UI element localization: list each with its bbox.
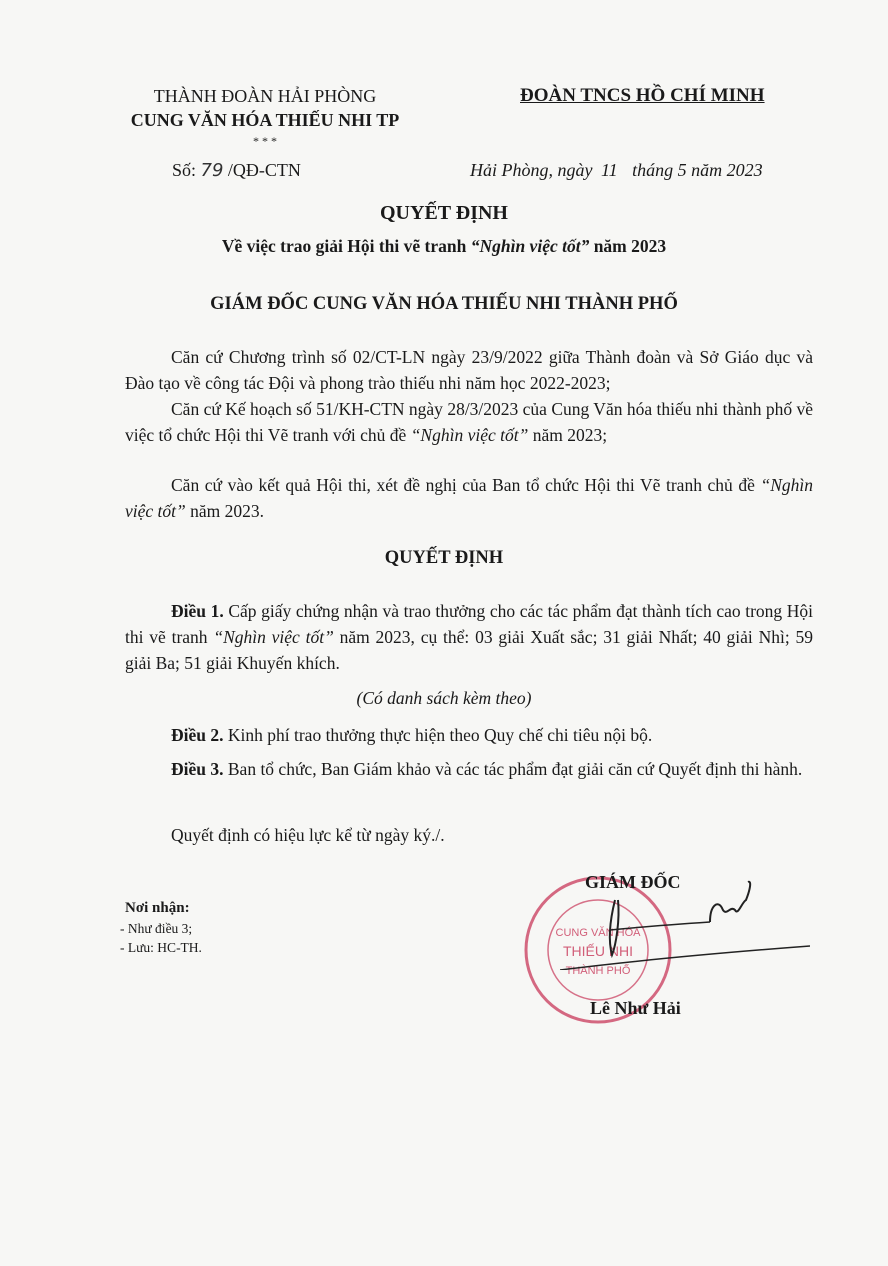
basis-post: năm 2023;	[532, 425, 608, 445]
svg-text:THÀNH PHỐ: THÀNH PHỐ	[565, 965, 631, 977]
basis-quote: “Nghìn việc tốt”	[410, 425, 529, 445]
decision-heading: QUYẾT ĐỊNH	[384, 548, 504, 568]
legal-basis-3	[125, 472, 813, 524]
number-handwritten: 79	[200, 160, 224, 181]
article-quote: “Nghìn việc tốt”	[213, 627, 334, 647]
date-day-handwritten: 11	[600, 160, 618, 180]
article-3	[125, 756, 813, 782]
signer-name: Lê Như Hải	[590, 998, 681, 1018]
article-label: Điều 2.	[171, 725, 224, 745]
attachment-note: (Có danh sách kèm theo)	[356, 688, 532, 708]
article-2	[125, 722, 813, 748]
document-title: QUYẾT ĐỊNH	[380, 202, 508, 224]
article-text: Ban tổ chức, Ban Giám khảo và các tác phẩm đạt giải căn cứ Quyết định thi hành.	[227, 759, 803, 779]
article-1	[125, 598, 813, 676]
article-text-2: năm 2023, cụ thể: 03 giải Xuất sắc; 31 giải Nhất; 40 giải Nhì; 59 giải Ba; 51 giải Khuyến khích.	[125, 627, 813, 673]
recipient-item: - Như điều 3;	[120, 921, 193, 936]
subtitle-year: năm 2023	[593, 236, 667, 256]
number-suffix: /QĐ-CTN	[227, 160, 301, 180]
basis-quote: “Nghìn việc tốt”	[125, 475, 814, 521]
article-label: Điều 1.	[171, 601, 224, 621]
svg-text:THIẾU NHI: THIẾU NHI	[563, 943, 633, 959]
legal-basis-1	[125, 344, 813, 396]
place-date	[470, 158, 763, 182]
effective-clause: Quyết định có hiệu lực kể từ ngày ký./.	[171, 825, 445, 845]
issuer-name: CUNG VĂN HÓA THIẾU NHI TP	[130, 110, 400, 130]
article-text: Cấp giấy chứng nhận và trao thưởng cho các tác phẩm đạt thành tích cao trong Hội thi vẽ tranh	[125, 601, 814, 647]
basis-post: năm 2023.	[190, 501, 265, 521]
issuer-parent: THÀNH ĐOÀN HẢI PHÒNG	[153, 86, 377, 106]
issuing-authority: GIÁM ĐỐC CUNG VĂN HÓA THIẾU NHI THÀNH PHỐ	[210, 294, 678, 314]
subtitle-quote: “Nghìn việc tốt”	[470, 236, 590, 256]
recipient-item: - Lưu: HC-TH.	[120, 940, 202, 955]
svg-text:CUNG VĂN HÓA: CUNG VĂN HÓA	[555, 927, 641, 939]
basis-text: Căn cứ Kế hoạch số 51/KH-CTN ngày 28/3/2023 của Cung Văn hóa thiếu nhi thành phố về việc tổ chức Hội thi Vẽ tranh với chủ đề	[125, 399, 813, 445]
document-number	[172, 158, 301, 183]
number-prefix: Số:	[172, 160, 197, 180]
subtitle-text: Về việc trao giải Hội thi vẽ tranh	[221, 236, 467, 256]
basis-text: Căn cứ vào kết quả Hội thi, xét đề nghị của Ban tổ chức Hội thi Vẽ tranh chủ đề	[171, 475, 755, 495]
recipients-title: Nơi nhận:	[125, 900, 190, 916]
article-label: Điều 3.	[171, 759, 224, 779]
organization-header: ĐOÀN TNCS HỒ CHÍ MINH	[520, 85, 765, 106]
signer-position: GIÁM ĐỐC	[585, 872, 681, 892]
document-subtitle	[0, 236, 888, 257]
article-text: Kinh phí trao thưởng thực hiện theo Quy chế chi tiêu nội bộ.	[227, 725, 653, 745]
date-suffix: tháng 5 năm 2023	[632, 160, 763, 180]
date-prefix: Hải Phòng, ngày	[470, 160, 593, 180]
basis-text: Căn cứ Chương trình số 02/CT-LN ngày 23/9/2022 giữa Thành đoàn và Sở Giáo dục và Đào tạo về công tác Đội và phong trào thiếu nhi năm học 2022-2023;	[125, 347, 813, 393]
legal-basis-2	[125, 396, 813, 448]
header-stars: * * *	[253, 134, 277, 148]
